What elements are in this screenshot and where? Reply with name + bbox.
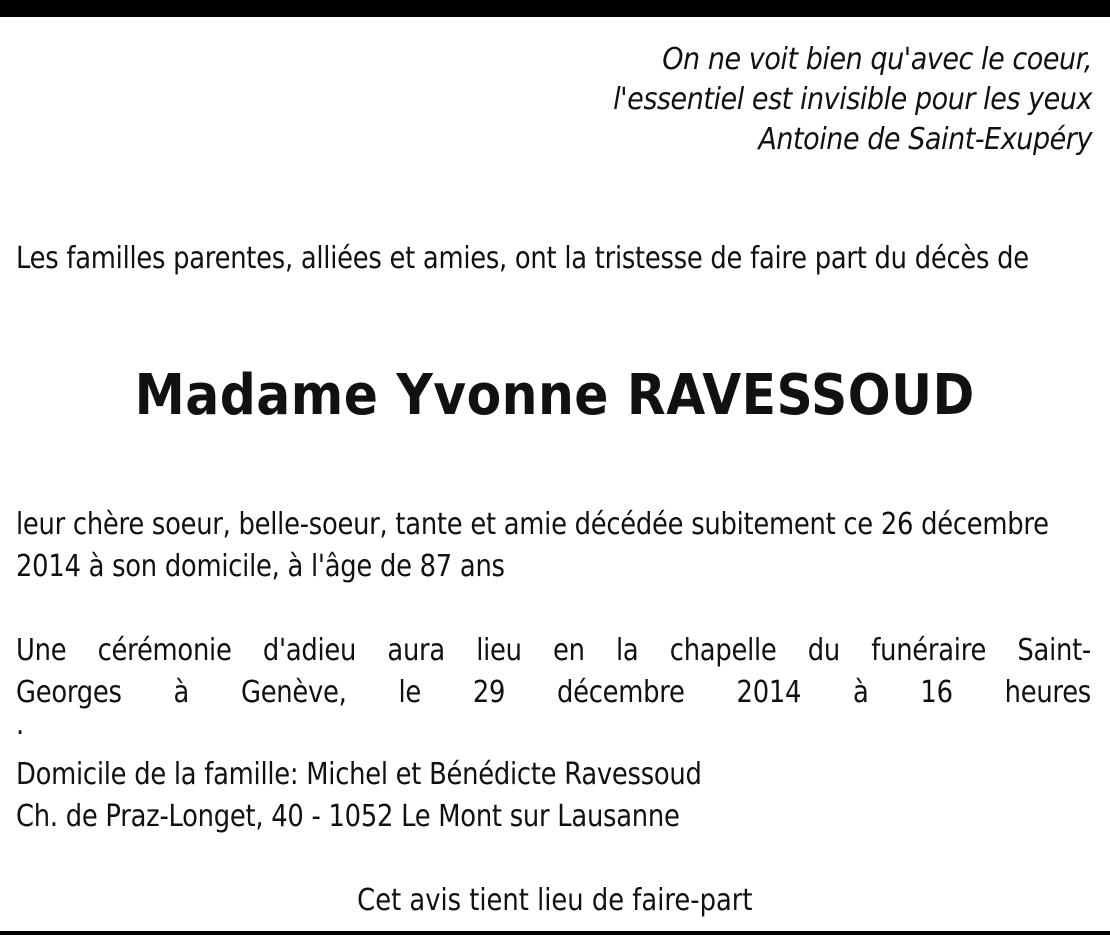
deceased-name-heading — [0, 356, 1110, 436]
domicile-line-1: Domicile de la famille: Michel et Bénédicte Ravessoud — [16, 757, 702, 792]
family-domicile — [16, 754, 1091, 838]
epigraph-line-1: On ne voit bien qu'avec le coeur, — [662, 42, 1092, 77]
ceremony-line-1: Une cérémonie d'adieu aura lieu en la chapelle du funéraire Saint- — [16, 633, 1091, 668]
top-border-rule — [0, 0, 1110, 17]
epigraph-line-2: l'essentiel est invisible pour les yeux — [613, 82, 1092, 117]
bottom-border-rule — [0, 931, 1110, 935]
footer-note-text: Cet avis tient lieu de faire-part — [357, 883, 753, 918]
epigraph-quote — [282, 40, 1092, 160]
deceased-name-text: Madame Yvonne RAVESSOUD — [134, 363, 976, 428]
ceremony-line-2: Georges à Genève, le 29 décembre 2014 à 16 heures — [16, 675, 1091, 710]
footer-note — [0, 880, 1110, 922]
ceremony-details — [16, 630, 1091, 742]
epigraph-author: Antoine de Saint-Exupéry — [758, 122, 1092, 157]
announcement-intro: Les familles parentes, alliées et amies, ont la tristesse de faire part du décès de — [16, 241, 1029, 276]
deceased-description: leur chère soeur, belle-soeur, tante et amie décédée subitement ce 26 décembre 2014 à son domicile, à l'âge de 87 ans — [16, 507, 1049, 584]
ceremony-trailing-dot: . — [16, 707, 24, 742]
domicile-line-2: Ch. de Praz-Longet, 40 - 1052 Le Mont sur Lausanne — [16, 799, 680, 834]
